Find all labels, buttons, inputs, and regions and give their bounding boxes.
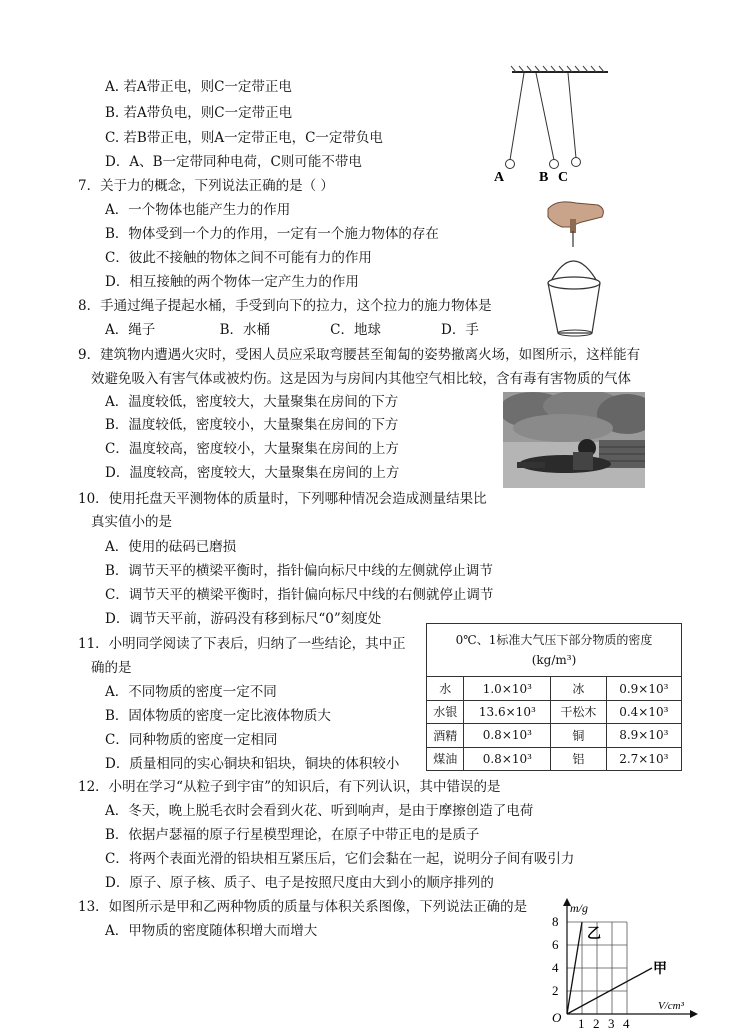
table-cell: 13.6×10³ [464, 700, 551, 723]
q11-stem-cont: 确的是 [91, 660, 132, 676]
density-table-unit: (kg/m³) [531, 653, 577, 668]
density-table [426, 623, 682, 771]
table-cell: 水 [427, 677, 464, 700]
pendulum-label-a: A [494, 170, 505, 185]
q12-stem: 12．小明在学习“从粒子到宇宙”的知识后，有下列认识，其中错误的是 [78, 779, 501, 795]
x-tick-label: 1 [578, 1016, 585, 1028]
q11-stem: 11．小明同学阅读了下表后，归纳了一些结论，其中正 [78, 636, 406, 652]
q7-option-a: A．一个物体也能产生力的作用 [105, 202, 291, 218]
q10-option-a: A．使用的砝码已磨损 [105, 539, 237, 555]
x-tick-label: 3 [608, 1016, 615, 1028]
table-cell: 铝 [551, 747, 606, 770]
q9-option-d: D．温度较高，密度较大，大量聚集在房间的上方 [105, 465, 400, 481]
table-cell: 铜 [551, 724, 606, 747]
table-row [427, 747, 682, 770]
table-cell: 0.9×10³ [606, 677, 681, 700]
table-cell: 干松木 [551, 700, 606, 723]
origin-label: O [552, 1010, 562, 1025]
q12-option-b: B．依据卢瑟福的原子行星模型理论，在原子中带正电的是质子 [105, 827, 480, 843]
q10-option-c: C．调节天平的横梁平衡时，指针偏向标尺中线的右侧就停止调节 [105, 587, 494, 603]
table-row [427, 677, 682, 700]
table-cell: 水银 [427, 700, 464, 723]
y-axis-label: m/g [570, 901, 588, 915]
q7-option-c: C．彼此不接触的物体之间不可能有力的作用 [105, 250, 372, 266]
table-cell: 煤油 [427, 747, 464, 770]
q12-option-d: D．原子、原子核、质子、电子是按照尺度由大到小的顺序排列的 [105, 875, 494, 891]
table-cell: 0.8×10³ [464, 724, 551, 747]
q10-stem-cont: 真实值小的是 [91, 514, 172, 530]
q10-stem: 10．使用托盘天平测物体的质量时，下列哪种情况会造成测量结果比 [78, 491, 487, 507]
table-cell: 8.9×10³ [606, 724, 681, 747]
q13-option-a: A．甲物质的密度随体积增大而增大 [105, 923, 318, 939]
fire-escape-photo [503, 392, 645, 488]
y-tick-label: 8 [552, 914, 559, 929]
q6-option-d: D．A、B一定带同种电荷，C则可能不带电 [105, 154, 362, 170]
q9-stem-cont: 效避免吸入有害气体或被灼伤。这是因为与房间内其他空气相比较，含有毒有害物质的气体 [91, 371, 631, 387]
q12-option-c: C．将两个表面光滑的铅块相互紧压后，它们会黏在一起，说明分子间有吸引力 [105, 851, 575, 867]
table-cell: 1.0×10³ [464, 677, 551, 700]
y-tick-label: 4 [552, 960, 559, 975]
q11-option-c: C．同种物质的密度一定相同 [105, 732, 278, 748]
table-cell: 冰 [551, 677, 606, 700]
bucket-figure [546, 197, 616, 339]
q8-stem: 8．手通过绳子提起水桶，手受到向下的拉力，这个拉力的施力物体是 [78, 298, 492, 314]
density-table-title-text: 0℃、1标准大气压下部分物质的密度 [455, 633, 653, 648]
q11-option-a: A．不同物质的密度一定不同 [105, 684, 277, 700]
q13-stem: 13．如图所示是甲和乙两种物质的质量与体积关系图像，下列说法正确的是 [78, 899, 528, 915]
table-cell: 0.8×10³ [464, 747, 551, 770]
table-cell: 2.7×10³ [606, 747, 681, 770]
q6-option-c: C. 若B带正电，则A一定带正电，C一定带负电 [105, 130, 383, 146]
q11-option-b: B．固体物质的密度一定比液体物质大 [105, 708, 331, 724]
q9-stem: 9．建筑物内遭遇火灾时，受困人员应采取弯腰甚至匍匐的姿势撤离火场，如图所示，这样能有 [78, 347, 641, 363]
series-label-jia: 甲 [653, 961, 667, 977]
x-axis-label: V/cm³ [658, 1000, 684, 1012]
q10-option-d: D．调节天平前，游码没有移到标尺“0”刻度处 [105, 611, 382, 627]
q10-option-b: B．调节天平的横梁平衡时，指针偏向标尺中线的左侧就停止调节 [105, 563, 493, 579]
x-tick-label: 2 [593, 1016, 600, 1028]
q7-option-b: B．物体受到一个力的作用，一定有一个施力物体的存在 [105, 226, 439, 242]
pendulum-label-b: B [539, 170, 549, 185]
q9-option-b: B．温度较低，密度较小，大量聚集在房间的下方 [105, 417, 399, 433]
table-row [427, 724, 682, 747]
table-cell: 0.4×10³ [606, 700, 681, 723]
q7-stem: 7．关于力的概念，下列说法正确的是（ ） [78, 178, 334, 194]
q9-option-c: C．温度较高，密度较小，大量聚集在房间的上方 [105, 441, 399, 457]
density-table-title [427, 624, 682, 677]
q8-options: A．绳子 B．水桶 C．地球 D．手 [105, 322, 479, 338]
x-tick-label: 4 [623, 1016, 630, 1028]
table-row [427, 700, 682, 723]
y-tick-label: 6 [552, 937, 559, 952]
q6-option-a: A. 若A带正电，则C一定带正电 [105, 79, 292, 95]
q6-option-b: B. 若A带负电，则C一定带正电 [105, 105, 293, 121]
pendulum-label-c: C [558, 170, 569, 185]
q9-option-a: A．温度较低，密度较大，大量聚集在房间的下方 [105, 394, 399, 410]
series-label-yi: 乙 [587, 926, 601, 942]
q12-option-a: A．冬天，晚上脱毛衣时会看到火花、听到响声，是由于摩擦创造了电荷 [105, 803, 534, 819]
q11-option-d: D．质量相同的实心铜块和铝块，铜块的体积较小 [105, 756, 400, 772]
table-cell: 酒精 [427, 724, 464, 747]
pendulum-figure [490, 64, 612, 188]
y-tick-label: 2 [552, 983, 559, 998]
mass-volume-graph [540, 898, 700, 1028]
q7-option-d: D．相互接触的两个物体一定产生力的作用 [105, 274, 359, 290]
